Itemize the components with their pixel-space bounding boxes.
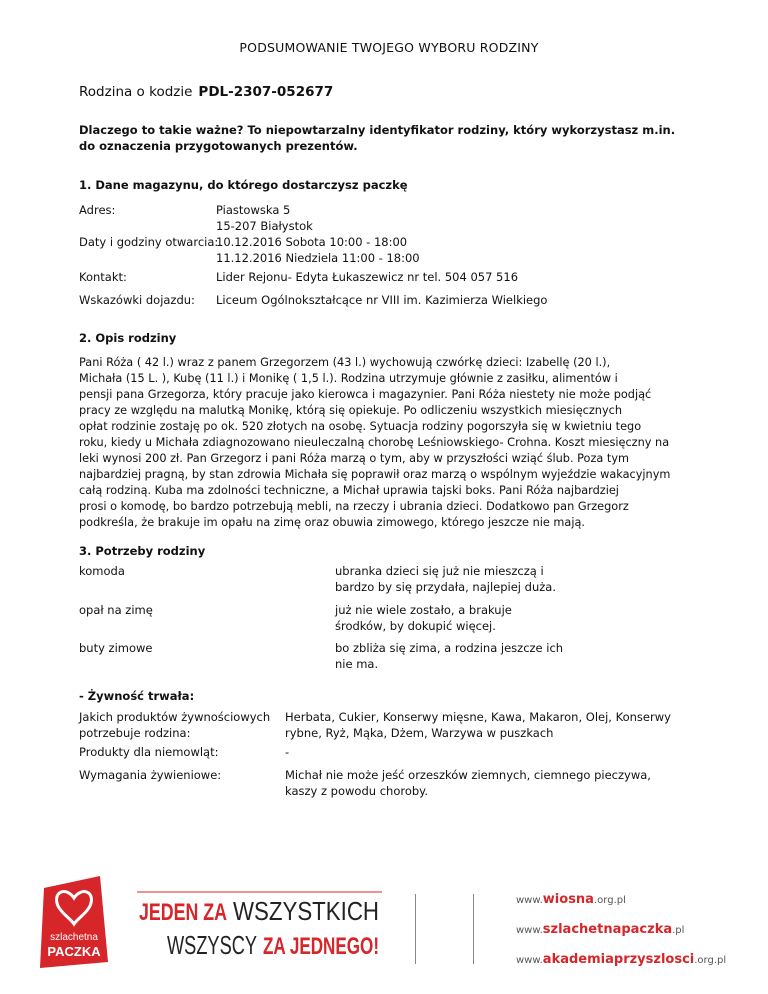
address-line: Piastowska 5 [216,203,291,217]
food-row [79,709,699,743]
directions-row [79,292,699,310]
hours-label: Daty i godziny otwarcia: [79,235,219,249]
need-reason-line: ubranka dzieci się już nie mieszczą i [335,564,544,578]
section-3-heading: 3. Potrzeby rodziny [79,544,206,558]
why-line: Dlaczego to takie ważne? To niepowtarzalny identyfikator rodziny, który wykorzystasz m.in. [79,123,676,137]
family-code-line [79,84,333,100]
slogan-part: WSZYSTKICH [233,896,379,926]
need-item: buty zimowe [79,641,153,655]
slogan [137,890,382,960]
food-label-line: potrzebuje rodzina: [79,726,191,740]
directions-label: Wskazówki dojazdu: [79,293,195,307]
why-note [79,122,689,154]
description-line: pracy ze względu na malutką Monikę, którą się opiekuje. Po odliczeniu wszystkich miesięcznych [79,404,623,417]
food-row [79,744,699,762]
address-value [216,202,313,234]
link-prefix: www. [516,895,543,906]
need-reason-line: już nie wiele zostało, a brakuje [335,603,512,617]
contact-label: Kontakt: [79,270,127,284]
link-szlachetnapaczka[interactable] [516,920,726,950]
link-suffix: .org.pl [694,955,727,966]
food-label: Produkty dla niemowląt: [79,745,219,759]
need-reason [335,563,635,595]
food-value-line: Herbata, Cukier, Konserwy mięsne, Kawa, Makaron, Olej, Konserwy [285,710,671,724]
divider [473,894,474,964]
description-line: całą rodziną. Kuba ma zdolności techniczne, a Michał uprawia tajski boks. Pani Róża najbardziej [79,484,619,497]
need-item: opał na zimę [79,603,153,617]
need-reason [335,602,635,634]
family-code-label: Rodzina o kodzie [79,84,193,100]
address-line: 15-207 Białystok [216,219,313,233]
slogan-part: WSZYSCY [167,930,257,960]
footer [0,860,768,990]
description-line: prosi o komodę, bo bardzo potrzebują mebli, na rzeczy i ubrania dzieci. Dodatkowo pan Grzegorz [79,500,629,513]
need-item: komoda [79,564,125,578]
food-label: Wymagania żywieniowe: [79,768,222,782]
why-line: do oznaczenia przygotowanych prezentów. [79,139,358,153]
description-line: roku, kiedy u Michała zdiagnozowano nieuleczalną chorobę Leśniowskiego- Crohna. Koszt miesięczny na [79,436,670,449]
link-suffix: .pl [672,925,685,936]
link-suffix: .org.pl [593,895,626,906]
page-title: PODSUMOWANIE TWOJEGO WYBORU RODZINY [239,40,539,55]
description-line: Michała (15 L. ), Kubę (11 l.) i Monikę ( 1,5 l.). Rodzina utrzymuje głównie z zasiłku, alimentów i [79,372,618,385]
description-line: pensji pana Grzegorza, który pracuje jako kierowca i magazynier. Pani Róża niestety nie może podjąć [79,388,652,401]
section-1-heading: 1. Dane magazynu, do którego dostarczysz paczkę [79,178,408,192]
hours-line: 11.12.2016 Niedziela 11:00 - 18:00 [216,251,420,265]
szlachetna-paczka-logo [38,874,110,970]
contact-value: Lider Rejonu- Edyta Łukaszewicz nr tel. 504 057 516 [216,270,519,284]
need-row [79,640,699,674]
need-reason [335,640,635,672]
section-2-heading: 2. Opis rodziny [79,331,177,345]
logo-text-bottom: PACZKA [47,944,101,959]
description-line: najbardziej pragną, by stan zdrowia Michała się poprawił oraz marzą o wspólnym wyjeździe wakacyjnym [79,468,671,481]
need-reason-line: nie ma. [335,657,379,671]
family-description [79,355,691,531]
footer-links [516,890,726,980]
link-wiosna[interactable] [516,890,726,920]
slogan-part: JEDEN ZA [139,899,227,926]
slogan-part: ZA JEDNEGO! [263,933,379,960]
hours-line: 10.12.2016 Sobota 10:00 - 18:00 [216,235,408,249]
description-line: Pani Róża ( 42 l.) wraz z panem Grzegorzem (43 l.) wychowują czwórkę dzieci: Izabellę (20 l.), [79,356,611,369]
need-row [79,563,699,597]
food-value-line: Michał nie może jeść orzeszków ziemnych, ciemnego pieczywa, [285,768,651,782]
need-reason-line: bardzo by się przydała, najlepiej duża. [335,580,556,594]
food-value [285,709,705,741]
need-reason-line: środków, by dokupić więcej. [335,619,496,633]
hours-row [79,234,699,268]
food-value: - [285,745,290,759]
address-label: Adres: [79,203,116,217]
logo-text-top: szlachetna [50,932,98,943]
link-main: szlachetnapaczka [542,922,673,937]
link-main: wiosna [542,892,594,907]
divider [415,894,416,964]
description-line: podkreśla, że brakuje im opału na zimę oraz obuwia zimowego, którego jeszcze nie mają. [79,516,585,529]
description-line: opłat rodzinie zostaję po ok. 520 złotych na osobę. Sytuacja rodziny pogorszyła się w kwietniu tego [79,420,642,433]
food-value-line: rybne, Ryż, Mąka, Dżem, Warzywa w puszkach [285,726,554,740]
need-reason-line: bo zbliża się zima, a rodzina jeszcze ich [335,641,564,655]
family-code: PDL-2307-052677 [198,84,334,100]
link-main: akademiaprzyszlosci [542,952,695,967]
address-row [79,202,699,236]
contact-row [79,269,699,287]
link-prefix: www. [516,925,543,936]
food-label [79,709,279,741]
food-heading: - Żywność trwała: [79,689,195,703]
food-label-line: Jakich produktów żywnościowych [79,710,271,724]
link-akademiaprzyszlosci[interactable] [516,950,726,980]
food-value-line: kaszy z powodu choroby. [285,784,428,798]
food-value [285,767,705,799]
link-prefix: www. [516,955,543,966]
hours-value [216,234,420,266]
food-row [79,767,699,801]
description-line: leki wynosi 200 zł. Pan Grzegorz i pani Róża marzą o tym, aby w przyszłości wziąć ślub. Poza tym [79,452,630,465]
need-row [79,602,699,636]
directions-value: Liceum Ogólnokształcące nr VIII im. Kazimierza Wielkiego [216,293,548,307]
